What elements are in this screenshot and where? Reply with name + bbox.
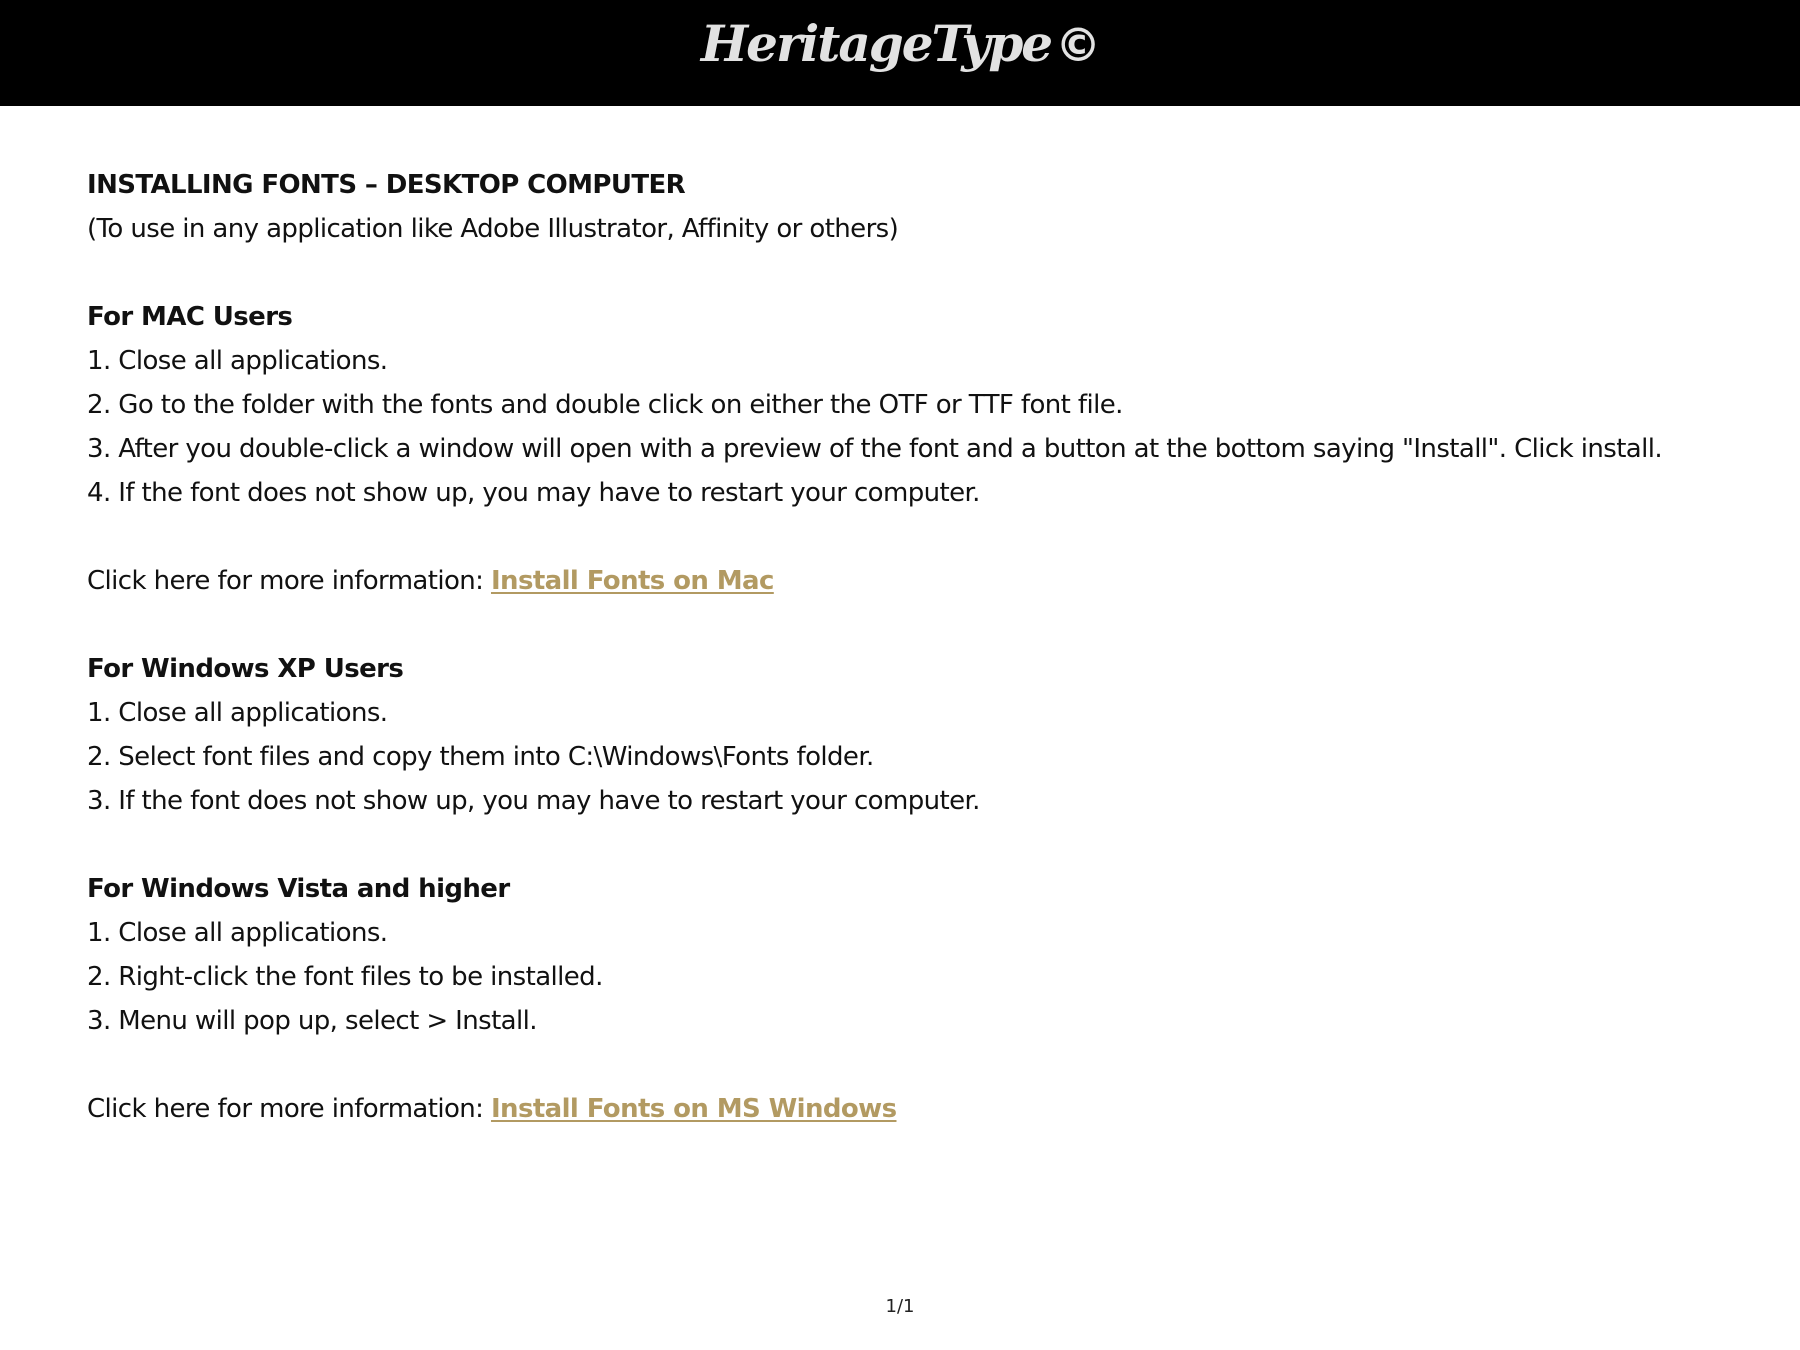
spacer bbox=[87, 1043, 1767, 1087]
document-title: INSTALLING FONTS – DESKTOP COMPUTER bbox=[87, 170, 686, 200]
mac-step-2: 2. Go to the folder with the fonts and double click on either the OTF or TTF font file. bbox=[87, 390, 1123, 420]
mac-step-4: 4. If the font does not show up, you may have to restart your computer. bbox=[87, 478, 980, 508]
mac-section bbox=[87, 295, 1767, 603]
spacer bbox=[87, 603, 1767, 647]
mac-step-3: 3. After you double-click a window will open with a preview of the font and a button at the bottom saying "Install". Click install. bbox=[87, 434, 1663, 464]
windows-info-prefix: Click here for more information: bbox=[87, 1094, 491, 1124]
windows-xp-step-1: 1. Close all applications. bbox=[87, 698, 388, 728]
heritage-type-logo bbox=[0, 14, 1800, 73]
windows-vista-section bbox=[87, 867, 1767, 1131]
windows-vista-heading: For Windows Vista and higher bbox=[87, 874, 510, 904]
install-fonts-mac-link[interactable]: Install Fonts on Mac bbox=[490, 566, 774, 596]
windows-xp-heading: For Windows XP Users bbox=[87, 654, 404, 684]
install-fonts-windows-link[interactable]: Install Fonts on MS Windows bbox=[490, 1094, 897, 1124]
logo-mark-icon: © bbox=[1055, 18, 1100, 72]
mac-info-prefix: Click here for more information: bbox=[87, 566, 491, 596]
windows-xp-section bbox=[87, 647, 1767, 823]
windows-info-line bbox=[87, 1087, 1767, 1131]
spacer bbox=[87, 251, 1767, 295]
spacer bbox=[87, 823, 1767, 867]
mac-step-1: 1. Close all applications. bbox=[87, 346, 388, 376]
document-body bbox=[87, 163, 1767, 1131]
windows-vista-step-3: 3. Menu will pop up, select > Install. bbox=[87, 1006, 537, 1036]
windows-xp-step-2: 2. Select font files and copy them into C:\Windows\Fonts folder. bbox=[87, 742, 874, 772]
windows-vista-step-1: 1. Close all applications. bbox=[87, 918, 388, 948]
mac-heading: For MAC Users bbox=[87, 302, 293, 332]
logo-text: HeritageType bbox=[700, 14, 1052, 73]
header-bar bbox=[0, 0, 1800, 106]
spacer bbox=[87, 515, 1767, 559]
mac-info-line bbox=[87, 559, 1767, 603]
page-number: 1/1 bbox=[885, 1296, 915, 1317]
document-subtitle: (To use in any application like Adobe Illustrator, Affinity or others) bbox=[87, 214, 899, 244]
windows-xp-step-3: 3. If the font does not show up, you may have to restart your computer. bbox=[87, 786, 980, 816]
windows-vista-step-2: 2. Right-click the font files to be installed. bbox=[87, 962, 603, 992]
